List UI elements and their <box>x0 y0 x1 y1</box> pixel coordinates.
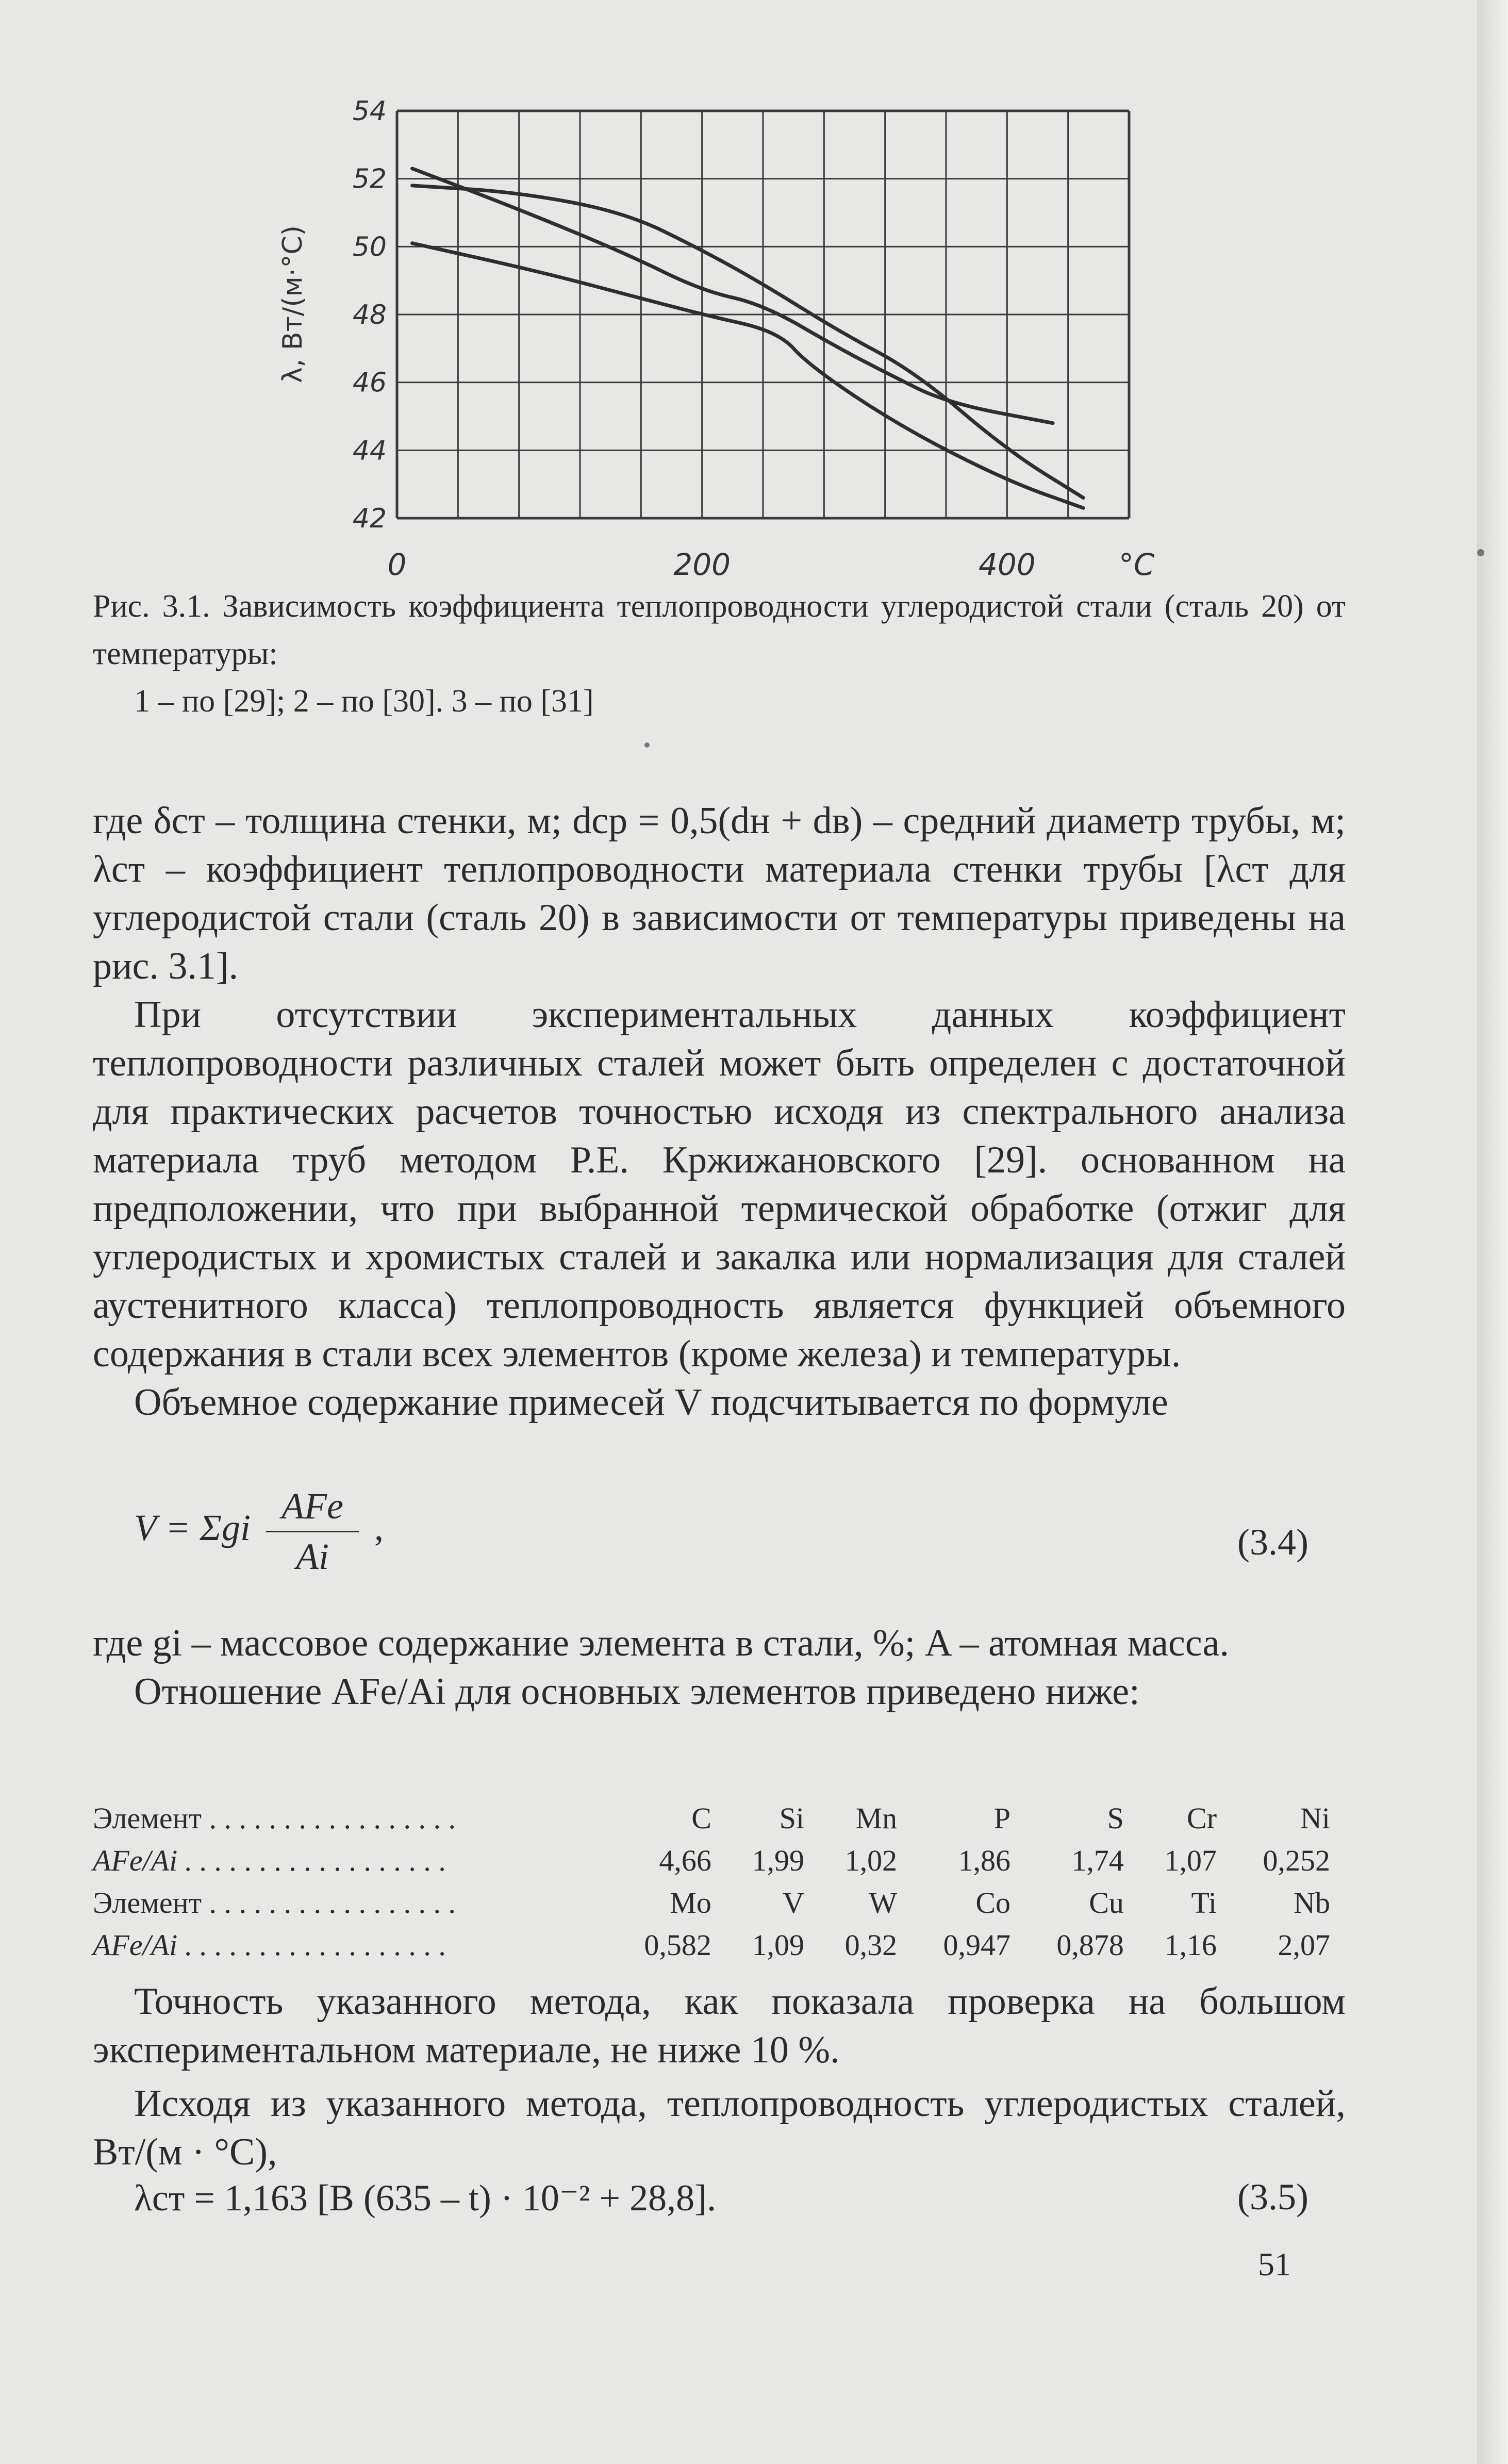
table-row <box>93 1881 1346 1924</box>
table-row <box>93 1924 1346 1966</box>
equation-number-3-4: (3.4) <box>1237 1522 1308 1563</box>
table-cell: 1,07 <box>1164 1843 1217 1877</box>
table-cell: V <box>783 1886 805 1920</box>
formula-3-5: λст = 1,163 [B (635 – t) · 10⁻² + 28,8]. <box>134 2177 717 2219</box>
y-tick-label: 46 <box>352 367 387 399</box>
body-text <box>93 797 1346 1427</box>
caption-legend: 1 – по [29]; 2 – по [30]. 3 – по [31] <box>134 684 594 719</box>
equation-number-3-5: (3.5) <box>1237 2176 1308 2218</box>
page-number: 51 <box>1258 2246 1291 2283</box>
table-cell: W <box>869 1886 898 1920</box>
table-cell: 0,582 <box>644 1928 711 1962</box>
table-cell: 0,878 <box>1056 1928 1124 1962</box>
body-text-2 <box>93 1619 1346 1716</box>
table-cell: Cr <box>1187 1801 1217 1835</box>
table-row-label: AFe/Ai . . . . . . . . . . . . . . . . . . <box>93 1843 447 1877</box>
paragraph-3: Объемное содержание примесей V подсчитывается по формуле <box>134 1381 1168 1424</box>
scan-speck <box>1477 549 1484 556</box>
table-cell: Cu <box>1089 1886 1124 1920</box>
table-row-label: AFe/Ai . . . . . . . . . . . . . . . . . . <box>93 1928 447 1962</box>
table-cell: 0,947 <box>943 1928 1011 1962</box>
table-cell: S <box>1107 1801 1124 1835</box>
formula-3-4-numerator: AFe <box>266 1485 359 1532</box>
table-cell: 1,16 <box>1164 1928 1217 1962</box>
table-cell: 1,74 <box>1071 1843 1124 1877</box>
table-row-label: Элемент . . . . . . . . . . . . . . . . . <box>93 1801 456 1835</box>
table-cell: Si <box>779 1801 805 1835</box>
formula-3-4-tail: , <box>374 1507 384 1549</box>
formula-3-4-lhs: V = Σgi <box>134 1507 251 1549</box>
table-cell: C <box>691 1801 711 1835</box>
x-tick-label: 400 <box>978 547 1036 582</box>
formula-3-4 <box>134 1485 384 1578</box>
table-cell: Ni <box>1300 1801 1330 1835</box>
paragraph-1: где δст – толщина стенки, м; dср = 0,5(dн + dв) – средний диаметр трубы, м; λст – коэффициент теплопроводности материала стенки трубы [λст для углеродистой стали (сталь 20) в зависимости от температуры приведены на рис. 3.1]. <box>93 800 1346 987</box>
y-axis-label: λ, Вт/(м·°C) <box>277 225 308 383</box>
y-tick-label: 50 <box>352 231 387 263</box>
chart-ticks <box>353 96 1155 582</box>
table-cell: Mo <box>670 1886 711 1920</box>
table-cell: P <box>993 1801 1011 1835</box>
ratio-table <box>93 1797 1346 1966</box>
y-tick-label: 52 <box>352 163 387 195</box>
table-row <box>93 1839 1346 1881</box>
body-text-3 <box>93 1977 1346 2176</box>
table-row <box>93 1797 1346 1839</box>
table-cell: Mn <box>855 1801 898 1835</box>
y-tick-label: 48 <box>352 300 387 330</box>
table-cell: Co <box>975 1886 1011 1920</box>
formula-3-4-fraction <box>266 1485 359 1578</box>
table-cell: 1,09 <box>752 1928 805 1962</box>
table-cell: 4,66 <box>659 1843 711 1877</box>
paragraph-4: где gi – массовое содержание элемента в стали, %; A – атомная масса. <box>93 1622 1229 1664</box>
x-tick-label: 0 <box>387 547 407 582</box>
table-cell: Ti <box>1191 1886 1217 1920</box>
paragraph-2: При отсутствии экспериментальных данных коэффициент теплопроводности различных сталей может быть определен с достаточной для практических расчетов точностью исходя из спектрального анализа материала труб методом Р.Е. Кржижановского [29]. основанном на предположении, что при выбранной термической обработке (отжиг для углеродистых и хромистых сталей и закалка или нормализация для сталей аустенитного класса) теплопроводность является функцией объемного содержания в стали всех элементов (кроме железа) и температуры. <box>93 994 1346 1375</box>
paragraph-6: Точность указанного метода, как показала проверка на большом экспериментальном материале, не ниже 10 %. <box>93 1980 1346 2071</box>
y-tick-label: 44 <box>352 435 387 467</box>
table-row-label: Элемент . . . . . . . . . . . . . . . . . <box>93 1886 456 1920</box>
table-cell: 2,07 <box>1278 1928 1330 1962</box>
caption-title: Рис. 3.1. Зависимость коэффициента теплопроводности углеродистой стали (сталь 20) от температуры: <box>93 589 1346 671</box>
table-cell: 1,02 <box>844 1843 898 1877</box>
y-tick-label: 42 <box>352 503 387 534</box>
table-cell: 1,99 <box>752 1843 805 1877</box>
chart-series <box>412 169 1084 508</box>
series-line-2 <box>412 169 1053 423</box>
table-cell: 0,252 <box>1263 1843 1330 1877</box>
x-tick-label: 200 <box>673 547 731 582</box>
table-cell: Nb <box>1294 1886 1330 1920</box>
table-cell: 1,86 <box>958 1843 1011 1877</box>
formula-3-4-denominator: Ai <box>296 1536 329 1577</box>
series-line-3 <box>412 243 1084 508</box>
y-tick-label: 54 <box>352 96 387 127</box>
figure-caption <box>93 583 1346 725</box>
scan-speck <box>644 742 650 748</box>
thermal-conductivity-chart <box>0 0 1508 583</box>
paragraph-5: Отношение AFe/Ai для основных элементов приведено ниже: <box>134 1671 1140 1713</box>
paragraph-7: Исходя из указанного метода, теплопроводность углеродистых сталей, Вт/(м · °C), <box>93 2082 1346 2173</box>
x-unit-label: °C <box>1119 547 1155 582</box>
table-cell: 0,32 <box>844 1928 898 1962</box>
